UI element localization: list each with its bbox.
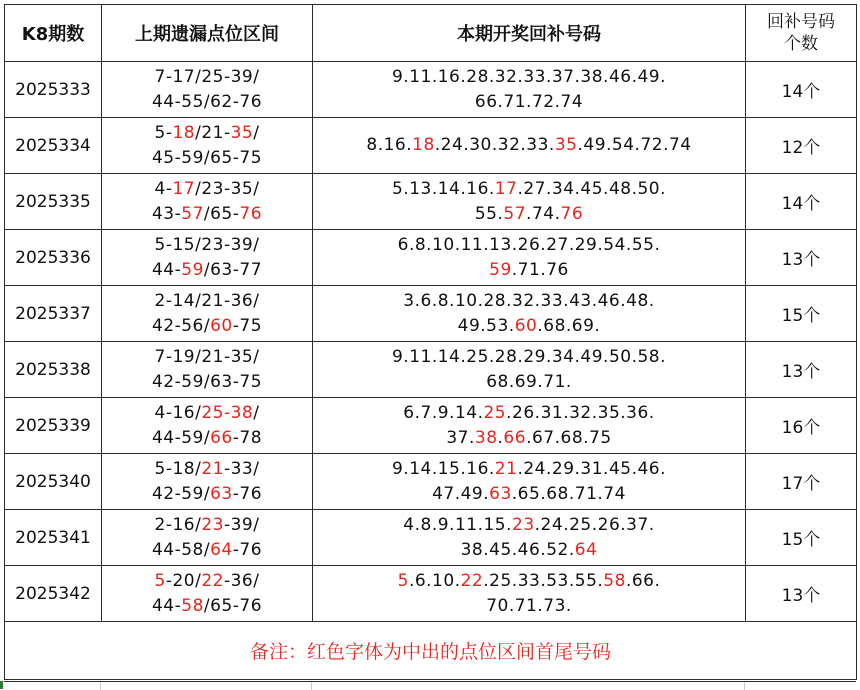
number-text: 6.8.10.11.13.26.27.29.54.55. xyxy=(397,234,661,255)
highlight-number: 58 xyxy=(181,595,204,616)
period-cell[interactable]: 2025337 xyxy=(5,286,102,342)
period-cell[interactable]: 2025336 xyxy=(5,230,102,286)
highlight-number: 57 xyxy=(503,203,527,224)
header-range[interactable]: 上期遗漏点位区间 xyxy=(102,5,313,62)
numbers-cell[interactable] xyxy=(313,398,746,454)
highlight-number: 76 xyxy=(239,203,263,224)
number-text: 44-59/ xyxy=(151,427,211,448)
table-row xyxy=(5,566,857,622)
lottery-table xyxy=(4,4,857,680)
number-text: /21- xyxy=(195,122,231,143)
range-cell[interactable] xyxy=(102,230,313,286)
number-text: .71.76 xyxy=(511,259,569,280)
table-row xyxy=(5,118,857,174)
highlight-number: 35 xyxy=(230,122,254,143)
numbers-cell[interactable] xyxy=(313,62,746,118)
number-text: 5-18/ xyxy=(154,458,202,479)
table-row xyxy=(5,454,857,510)
range-cell[interactable] xyxy=(102,510,313,566)
number-text: .26.31.32.35.36. xyxy=(506,402,655,423)
highlight-number: 63 xyxy=(210,483,233,504)
numbers-cell[interactable] xyxy=(313,566,746,622)
count-cell[interactable]: 13个 xyxy=(746,230,857,286)
number-text: 5-15/23-39/ xyxy=(154,234,260,255)
range-cell[interactable] xyxy=(102,62,313,118)
table-row xyxy=(5,342,857,398)
number-text: . xyxy=(497,427,504,448)
number-text: 43- xyxy=(151,203,182,224)
number-text: 47.49. xyxy=(432,483,490,504)
period-cell[interactable]: 2025333 xyxy=(5,62,102,118)
numbers-cell[interactable] xyxy=(313,342,746,398)
number-text: 5- xyxy=(154,122,173,143)
number-text: -76 xyxy=(232,539,263,560)
highlight-number: 66 xyxy=(210,427,233,448)
number-text: 68.69.71. xyxy=(486,371,572,392)
highlight-number: 58 xyxy=(603,570,626,591)
table-row xyxy=(5,62,857,118)
count-cell[interactable]: 14个 xyxy=(746,62,857,118)
number-text: -20/ xyxy=(165,570,202,591)
highlight-number: 17 xyxy=(172,178,196,199)
table-row xyxy=(5,230,857,286)
table-row xyxy=(5,398,857,454)
highlight-number: 23 xyxy=(512,514,535,535)
number-text: 9.11.16.28.32.33.37.38.46.49. xyxy=(391,66,667,87)
number-text: 38.45.46.52. xyxy=(460,539,575,560)
count-cell[interactable]: 14个 xyxy=(746,174,857,230)
numbers-cell[interactable] xyxy=(313,118,746,174)
number-text: -36/ xyxy=(223,570,260,591)
header-row xyxy=(5,5,857,62)
number-text: .6.10. xyxy=(408,570,461,591)
highlight-number: 5 xyxy=(154,570,166,591)
number-text: -39/ xyxy=(223,514,260,535)
period-cell[interactable]: 2025338 xyxy=(5,342,102,398)
highlight-number: 63 xyxy=(489,483,512,504)
highlight-number: 64 xyxy=(210,539,233,560)
table-body xyxy=(5,62,857,622)
number-text: 8.16. xyxy=(366,135,413,155)
highlight-number: 21 xyxy=(494,458,518,479)
number-text: .27.34.45.48.50. xyxy=(517,178,667,199)
count-cell[interactable]: 13个 xyxy=(746,342,857,398)
number-text: 42-56/ xyxy=(151,315,211,336)
numbers-cell[interactable] xyxy=(313,174,746,230)
numbers-cell[interactable] xyxy=(313,230,746,286)
header-count-line2: 个数 xyxy=(784,34,818,54)
count-cell[interactable]: 15个 xyxy=(746,510,857,566)
highlight-number: 57 xyxy=(181,203,204,224)
header-numbers[interactable]: 本期开奖回补号码 xyxy=(313,5,746,62)
highlight-number: 23 xyxy=(201,514,224,535)
number-text: 70.71.73. xyxy=(486,595,572,616)
highlight-number: 60 xyxy=(514,315,538,336)
table-row xyxy=(5,174,857,230)
number-text: 9.14.15.16. xyxy=(391,458,495,479)
number-text: 4.8.9.11.15. xyxy=(403,514,513,535)
number-text: 42-59/63-75 xyxy=(151,371,263,392)
number-text: 44- xyxy=(151,259,182,280)
number-text: /65-76 xyxy=(203,595,263,616)
count-cell[interactable]: 12个 xyxy=(746,118,857,174)
period-cell[interactable]: 2025339 xyxy=(5,398,102,454)
number-text: -78 xyxy=(232,427,263,448)
number-text: 42-59/ xyxy=(151,483,211,504)
number-text: 44-55/62-76 xyxy=(151,91,263,112)
number-text: .66. xyxy=(625,570,661,591)
number-text: .65.68.71.74 xyxy=(511,483,626,504)
number-text: 55. xyxy=(474,203,504,224)
highlight-number: 64 xyxy=(574,539,598,560)
period-cell[interactable]: 2025342 xyxy=(5,566,102,622)
range-cell[interactable] xyxy=(102,342,313,398)
range-cell[interactable] xyxy=(102,398,313,454)
highlight-number: 17 xyxy=(494,178,518,199)
count-cell[interactable]: 17个 xyxy=(746,454,857,510)
highlight-number: 59 xyxy=(489,259,512,280)
number-text: 4- xyxy=(154,178,173,199)
range-cell[interactable] xyxy=(102,286,313,342)
number-text: .74. xyxy=(526,203,561,224)
note-row xyxy=(5,622,857,680)
range-cell[interactable] xyxy=(102,118,313,174)
highlight-number: 35 xyxy=(554,135,578,155)
highlight-number: 22 xyxy=(201,570,224,591)
period-cell[interactable]: 2025334 xyxy=(5,118,102,174)
numbers-cell[interactable] xyxy=(313,286,746,342)
table-row xyxy=(5,286,857,342)
number-text: -76 xyxy=(232,483,263,504)
number-text: .24.25.26.37. xyxy=(534,514,655,535)
note-cell[interactable]: 备注：红色字体为中出的点位区间首尾号码 xyxy=(5,622,857,680)
numbers-cell[interactable] xyxy=(313,510,746,566)
number-text: .24.30.32.33. xyxy=(434,135,555,155)
highlight-number: 25-38 xyxy=(201,402,254,423)
number-text: 45-59/65-75 xyxy=(151,147,263,168)
period-cell[interactable]: 2025335 xyxy=(5,174,102,230)
number-text: 2-14/21-36/ xyxy=(154,290,260,311)
number-text: -33/ xyxy=(223,458,260,479)
number-text: 7-19/21-35/ xyxy=(154,346,260,367)
highlight-number: 59 xyxy=(181,259,204,280)
highlight-number: 5 xyxy=(397,570,409,591)
number-text: /23-35/ xyxy=(195,178,260,199)
highlight-number: 22 xyxy=(460,570,484,591)
count-cell[interactable]: 15个 xyxy=(746,286,857,342)
number-text: .68.69. xyxy=(537,315,601,336)
highlight-number: 60 xyxy=(210,315,233,336)
number-text: .25.33.53.55. xyxy=(483,570,604,591)
header-count[interactable] xyxy=(746,5,857,62)
number-text: 44- xyxy=(151,595,182,616)
number-text: -75 xyxy=(232,315,263,336)
number-text: 7-17/25-39/ xyxy=(154,66,260,87)
number-text: 2-16/ xyxy=(154,514,202,535)
highlight-number: 21 xyxy=(201,458,224,479)
highlight-number: 18 xyxy=(412,135,435,155)
number-text: 44-58/ xyxy=(151,539,211,560)
highlight-number: 66 xyxy=(503,427,527,448)
count-cell[interactable]: 16个 xyxy=(746,398,857,454)
number-text: 3.6.8.10.28.32.33.43.46.48. xyxy=(403,290,655,311)
cell-selection-marker xyxy=(0,681,3,689)
range-cell[interactable] xyxy=(102,454,313,510)
number-text: .24.29.31.45.46. xyxy=(517,458,667,479)
number-text: / xyxy=(253,122,260,143)
number-text: /63-77 xyxy=(203,259,263,280)
number-text: 66.71.72.74 xyxy=(474,91,584,112)
highlight-number: 38 xyxy=(474,427,498,448)
number-text: 6.7.9.14. xyxy=(403,402,484,423)
highlight-number: 18 xyxy=(172,122,196,143)
number-text: 9.11.14.25.28.29.34.49.50.58. xyxy=(391,346,667,367)
count-cell[interactable]: 13个 xyxy=(746,566,857,622)
number-text: /65- xyxy=(203,203,240,224)
number-text: 49.53. xyxy=(457,315,515,336)
period-cell[interactable]: 2025341 xyxy=(5,510,102,566)
number-text: 37. xyxy=(446,427,475,448)
number-text: .67.68.75 xyxy=(526,427,612,448)
period-cell[interactable]: 2025340 xyxy=(5,454,102,510)
numbers-cell[interactable] xyxy=(313,454,746,510)
range-cell[interactable] xyxy=(102,174,313,230)
header-period[interactable]: K8期数 xyxy=(5,5,102,62)
header-count-line1: 回补号码 xyxy=(767,12,835,32)
range-cell[interactable] xyxy=(102,566,313,622)
number-text: 5.13.14.16. xyxy=(391,178,495,199)
number-text: 4-16/ xyxy=(154,402,202,423)
number-text: .49.54.72.74 xyxy=(577,135,692,155)
highlight-number: 25 xyxy=(483,402,507,423)
number-text: / xyxy=(253,402,260,423)
table-row xyxy=(5,510,857,566)
highlight-number: 76 xyxy=(560,203,584,224)
